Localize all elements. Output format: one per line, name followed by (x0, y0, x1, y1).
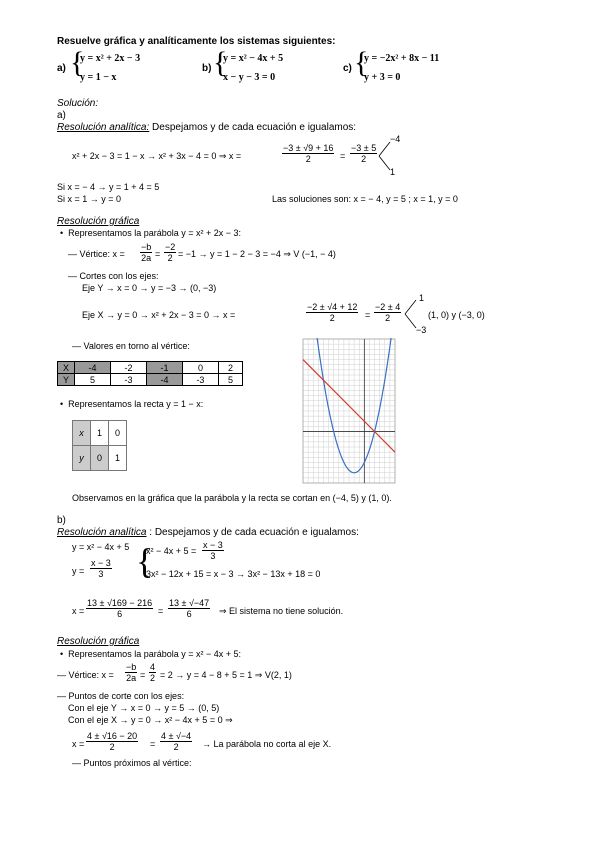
system-b-eq2: x − y − 3 = 0 (223, 72, 276, 83)
values-row-x (58, 362, 243, 374)
xf2-b-num: 13 ± √−47 (169, 598, 210, 608)
system-a-label: a) (57, 63, 66, 74)
vertice-frac-2 (164, 242, 176, 263)
system-c-brace: { (354, 46, 369, 79)
values-x-cell: 0 (182, 362, 218, 374)
bullet-dot: • (60, 649, 69, 659)
sys-b-eq2-frac (90, 558, 112, 579)
sys-b-eq1: y = x² − 4x + 5 (72, 542, 130, 552)
root-bottom: 1 (390, 167, 396, 177)
analitica-text: Despejamos y de cada ecuación e igualamos: (149, 122, 357, 133)
system-b-eq1: y = x² − 4x + 5 (223, 53, 284, 64)
cxf1-b-num: 4 ± √16 − 20 (87, 731, 138, 741)
analitica-text-b: : Despejamos y de cada ecuación e igualamos: (146, 527, 359, 538)
values-y-cell: 5 (218, 374, 242, 386)
xf2-b-den: 6 (186, 609, 192, 619)
equals-vb: = (140, 670, 146, 680)
recta-x-cell: 1 (91, 421, 109, 446)
bullet-parabola-text: Representamos la parábola y = x² + 2x − 3: (68, 228, 242, 238)
analitica-title-b: Resolución analítica (57, 527, 147, 538)
valores-label: — Valores en torno al vértice: (72, 341, 190, 351)
eje-x-a: Eje X → y = 0 → x² + 2x − 3 = 0 → x = (82, 310, 236, 320)
analitica-title: Resolución analítica: (57, 122, 150, 133)
values-y-cell: 5 (75, 374, 111, 386)
res-b-line2: 3x² − 12x + 15 = x − 3 → 3x² − 13x + 18 = 0 (146, 569, 321, 579)
ejex-frac-2 (374, 302, 401, 323)
bullet-parabola-b-text: Representamos la parábola y = x² − 4x + 5: (68, 649, 242, 659)
recta-y-cell: 0 (91, 446, 109, 471)
fraction-2-den: 2 (361, 154, 367, 164)
bullet-recta-text: Representamos la recta y = 1 − x: (68, 399, 204, 409)
ejex-root-top: 1 (419, 293, 425, 303)
equals-cx: = (150, 739, 156, 749)
solucion-heading: Solución: (57, 98, 99, 109)
recta-y-cell: 1 (109, 446, 127, 471)
bullet-dot: • (60, 228, 69, 238)
bullet-recta-a (60, 399, 203, 409)
recta-row-y (73, 446, 127, 471)
equals-v: = (155, 249, 161, 259)
cxf1-b-den: 2 (109, 742, 115, 752)
si-line-1: Si x = − 4 → y = 1 + 4 = 5 (57, 182, 160, 192)
xf1-b-num: 13 ± √169 − 216 (87, 598, 153, 608)
recta-row-x (73, 421, 127, 446)
system-c-label: c) (343, 63, 352, 74)
part-a-label: a) (57, 110, 66, 121)
vf1-b-num: −b (126, 662, 137, 672)
eje-y-b: Con el eje Y → x = 0 → y = 5 → (0, 5) (68, 703, 220, 713)
fraction-2 (350, 143, 377, 164)
grafica-title-a: Resolución gráfica (57, 216, 140, 227)
puntos-vertice: — Puntos próximos al vértice: (72, 758, 192, 768)
system-a-eq2: y = 1 − x (80, 72, 117, 83)
res-b-line1-num: x − 3 (203, 540, 223, 550)
fraction-1-num: −3 ± √9 + 16 (283, 143, 334, 153)
values-x-cell: -2 (110, 362, 146, 374)
system-c-eq1: y = −2x² + 8x − 11 (364, 53, 440, 64)
recta-y-label: y (73, 446, 91, 471)
xf1-b (86, 598, 153, 619)
ejex-root-bottom: −3 (416, 325, 427, 335)
vf2-b-den: 2 (150, 673, 156, 683)
cxf2-b (160, 731, 192, 752)
grafica-title-b: Resolución gráfica (57, 636, 140, 647)
vertice-label-b: — Vértice: x = (57, 670, 114, 680)
eq-line-1: x² + 2x − 3 = 1 − x → x² + 3x − 4 = 0 ⇒ x = (72, 151, 242, 161)
graph-parabola-recta (302, 338, 396, 484)
si-line-2: Si x = 1 → y = 0 (57, 194, 122, 204)
vertice-frac-1-den: 2a (141, 253, 152, 263)
puntos-label: — Puntos de corte con los ejes: (57, 691, 185, 701)
ejex-frac-2-den: 2 (385, 313, 391, 323)
cxf1-b (86, 731, 138, 752)
x-eq-b-lhs: x = (72, 606, 85, 616)
vf1-b (125, 662, 137, 683)
values-x-label: X (58, 362, 75, 374)
no-solution-text: ⇒ El sistema no tiene solución. (219, 606, 344, 616)
res-b-line1-lhs: x² − 4x + 5 = (146, 546, 197, 556)
vertice-frac-1 (140, 242, 152, 263)
values-y-cell: -3 (110, 374, 146, 386)
fraction-1 (282, 143, 334, 164)
values-y-label: Y (58, 374, 75, 386)
vertice-label-a: — Vértice: x = (68, 249, 125, 259)
part-b-analitica (57, 527, 359, 538)
vf2-b (149, 662, 156, 683)
ejex-frac-1 (306, 302, 358, 323)
cxf2-b-num: 4 ± √−4 (161, 731, 192, 741)
system-a-eq1: y = x² + 2x − 3 (80, 53, 141, 64)
values-x-cell: -4 (75, 362, 111, 374)
vertice-frac-1-num: −b (141, 242, 152, 252)
system-c-eq2: y + 3 = 0 (364, 72, 401, 83)
values-x-cell: -1 (146, 362, 182, 374)
values-y-cell: -3 (182, 374, 218, 386)
equals-ex: = (365, 310, 371, 320)
vertice-rest-a: = −1 → y = 1 − 2 − 3 = −4 ⇒ V (−1, − 4) (178, 249, 336, 259)
vf1-b-den: 2a (126, 673, 137, 683)
res-b-line1-den: 3 (210, 551, 216, 561)
no-corta-text: → La parábola no corta al eje X. (202, 739, 332, 749)
ejex-points: (1, 0) y (−3, 0) (428, 310, 485, 320)
values-table (57, 361, 243, 386)
vertice-frac-2-den: 2 (167, 253, 173, 263)
fraction-2-num: −3 ± 5 (351, 143, 377, 153)
ejex-frac-1-den: 2 (329, 313, 335, 323)
eje-x-b: Con el eje X → y = 0 → x² − 4x + 5 = 0 ⇒ (68, 715, 233, 725)
values-row-y (58, 374, 243, 386)
sys-b-eq2-den: 3 (98, 569, 104, 579)
sys-b-eq2-num: x − 3 (91, 558, 111, 568)
recta-x-label: x (73, 421, 91, 446)
soluciones-line: Las soluciones son: x = − 4, y = 5 ; x = 1, y = 0 (272, 194, 458, 204)
system-a-brace: { (70, 46, 85, 79)
vertice-frac-2-num: −2 (165, 242, 176, 252)
sys-b-eq2-lhs: y = (72, 566, 85, 576)
vf2-b-num: 4 (150, 662, 156, 672)
equals-1: = (340, 151, 346, 161)
vertice-rest-b: = 2 → y = 4 − 8 + 5 = 1 ⇒ V(2, 1) (160, 670, 292, 680)
values-y-cell: -4 (146, 374, 182, 386)
eje-y-a: Eje Y → x = 0 → y = −3 → (0, −3) (82, 283, 217, 293)
cortes-label: — Cortes con los ejes: (68, 271, 159, 281)
recta-x-cell: 0 (109, 421, 127, 446)
observamos-text: Observamos en la gráfica que la parábola y la recta se cortan en (−4, 5) y (1, 0). (72, 493, 392, 503)
res-b-line1-frac (202, 540, 224, 561)
bullet-parabola-b (60, 649, 241, 659)
exercise-heading: Resuelve gráfica y analíticamente los sistemas siguientes: (57, 36, 336, 47)
equals-b: = (158, 606, 164, 616)
bullet-dot: • (60, 399, 69, 409)
bullet-parabola-a (60, 228, 241, 238)
xf1-b-den: 6 (117, 609, 123, 619)
system-b-label: b) (202, 63, 212, 74)
system-b-brace: { (213, 46, 228, 79)
cx-lhs: x = (72, 739, 85, 749)
brace-b: { (136, 541, 154, 581)
xf2-b (168, 598, 210, 619)
root-top: −4 (390, 134, 401, 144)
values-x-cell: 2 (218, 362, 242, 374)
recta-table (72, 420, 127, 471)
part-b-label: b) (57, 515, 66, 526)
ejex-frac-1-num: −2 ± √4 + 12 (307, 302, 358, 312)
fraction-1-den: 2 (305, 154, 311, 164)
ejex-frac-2-num: −2 ± 4 (375, 302, 401, 312)
part-a-analitica (57, 122, 356, 133)
graph-grid (303, 339, 395, 483)
cxf2-b-den: 2 (173, 742, 179, 752)
